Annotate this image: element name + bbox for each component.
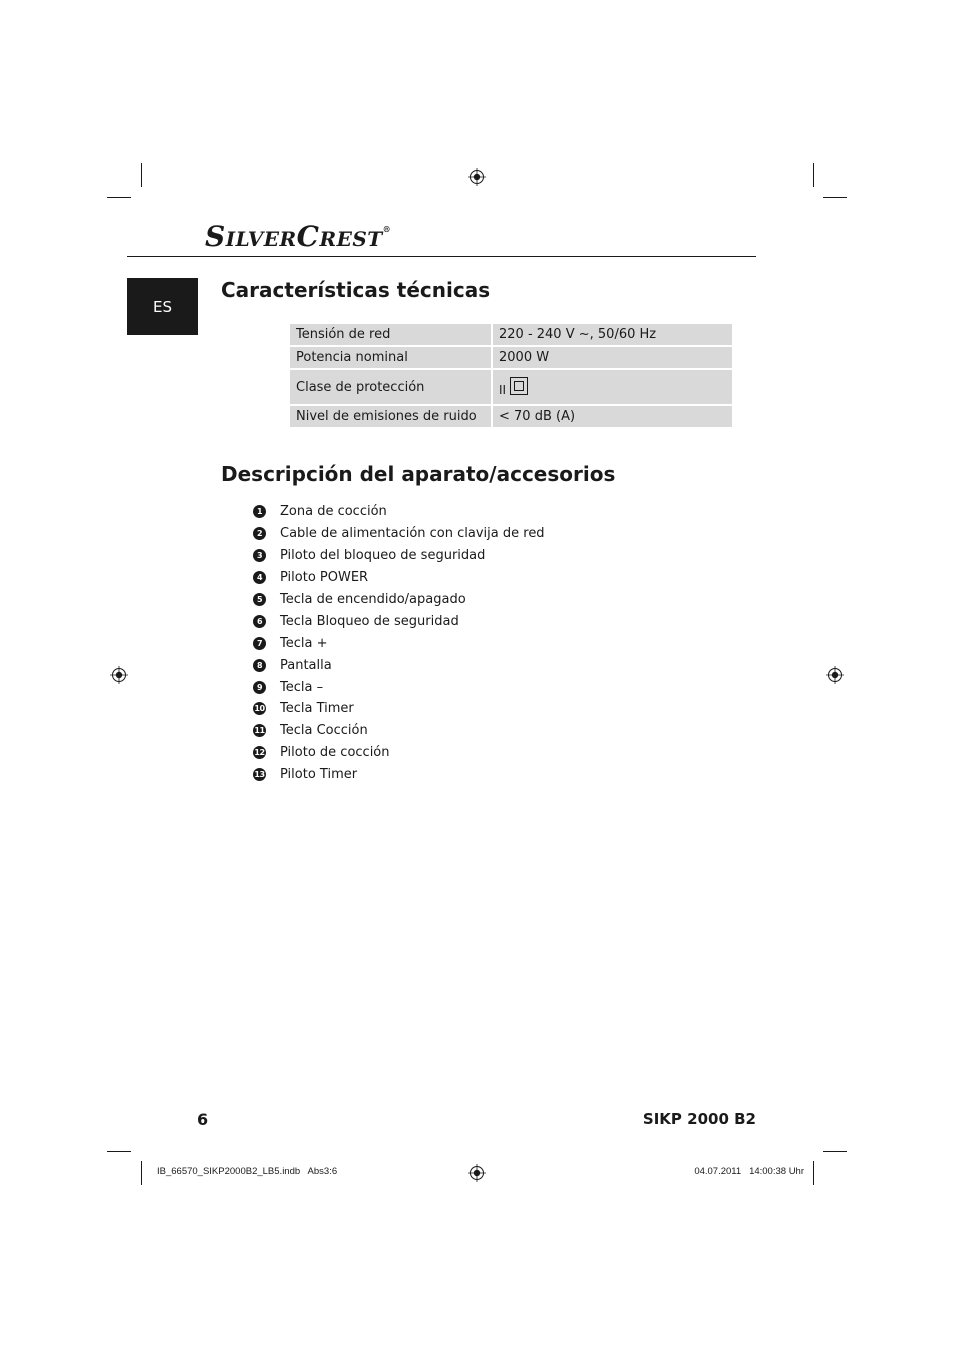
item-number-badge: 9 <box>253 681 266 694</box>
item-number-badge: 10 <box>254 704 265 714</box>
model-number: SIKP 2000 B2 <box>642 1110 756 1128</box>
table-row <box>290 324 732 345</box>
item-label: Tecla + <box>280 635 328 651</box>
crop-mark <box>813 163 814 187</box>
crop-mark <box>141 163 142 187</box>
spec-table <box>290 322 732 429</box>
spec-key: Tensión de red <box>290 324 493 345</box>
crop-mark <box>823 1151 847 1152</box>
registration-mark-icon <box>110 666 128 684</box>
spec-key: Potencia nominal <box>290 347 493 368</box>
item-number-badge: 6 <box>253 615 266 628</box>
table-row <box>290 406 732 427</box>
print-slug-file: IB_66570_SIKP2000B2_LB5.indb Abs3:6 <box>157 1166 338 1177</box>
spec-key: Nivel de emisiones de ruido <box>290 406 493 427</box>
item-label: Zona de cocción <box>280 504 387 520</box>
item-number-badge: 5 <box>253 593 266 606</box>
list-item <box>253 720 545 742</box>
list-item <box>253 589 545 611</box>
page-number: 6 <box>197 1110 209 1129</box>
item-number-badge: 8 <box>253 659 266 672</box>
item-label: Tecla de encendido/apagado <box>280 592 466 607</box>
crop-mark <box>107 197 131 198</box>
crop-mark <box>107 1151 131 1152</box>
item-number-badge: 2 <box>253 527 266 540</box>
list-item <box>253 523 545 545</box>
item-label: Piloto POWER <box>280 570 369 586</box>
spec-value: 220 - 240 V ~, 50/60 Hz <box>493 324 732 345</box>
class-ii-double-square-icon <box>510 377 528 395</box>
table-row <box>290 370 732 404</box>
item-label: Cable de alimentación con clavija de red <box>280 526 545 542</box>
spec-value: < 70 dB (A) <box>493 406 732 427</box>
crop-mark <box>141 1161 142 1185</box>
spec-key: Clase de protección <box>290 370 493 404</box>
crop-mark <box>813 1161 814 1185</box>
item-label: Tecla Cocción <box>280 723 368 739</box>
list-item <box>253 764 545 786</box>
registration-mark-icon <box>826 666 844 684</box>
section-title-description: Descripción del aparato/accesorios <box>221 462 616 486</box>
list-item <box>253 654 545 676</box>
table-row <box>290 347 732 368</box>
item-number-badge: 12 <box>254 748 265 758</box>
header-rule <box>127 256 756 257</box>
parts-list <box>253 501 545 786</box>
item-number-badge: 3 <box>253 549 266 562</box>
spec-value: II <box>499 382 507 397</box>
brand-logo: SILVERCREST® <box>205 220 392 253</box>
item-label: Piloto del bloqueo de seguridad <box>280 548 486 564</box>
item-label: Tecla – <box>280 679 324 695</box>
spec-value-cell <box>493 370 732 404</box>
item-label: Tecla Bloqueo de seguridad <box>280 613 459 629</box>
list-item <box>253 501 545 523</box>
list-item <box>253 698 545 720</box>
list-item <box>253 567 545 589</box>
registration-mark-icon <box>468 168 486 186</box>
item-label: Tecla Timer <box>280 701 354 717</box>
item-label: Pantalla <box>280 657 332 673</box>
print-slug-timestamp: 04.07.2011 14:00:38 Uhr <box>694 1166 804 1177</box>
list-item <box>253 610 545 632</box>
list-item <box>253 676 545 698</box>
list-item <box>253 742 545 764</box>
crop-mark <box>823 197 847 198</box>
section-title-specs: Características técnicas <box>221 278 491 302</box>
item-number-badge: 11 <box>254 726 265 736</box>
list-item <box>253 545 545 567</box>
list-item <box>253 632 545 654</box>
item-label: Piloto Timer <box>280 767 358 783</box>
item-number-badge: 4 <box>253 571 266 584</box>
item-number-badge: 13 <box>254 770 265 780</box>
registration-mark-icon <box>468 1164 486 1182</box>
language-tab: ES <box>127 278 198 335</box>
item-number-badge: 7 <box>253 637 266 650</box>
spec-value: 2000 W <box>493 347 732 368</box>
item-label: Piloto de cocción <box>280 745 390 761</box>
protection-class <box>499 377 528 397</box>
item-number-badge: 1 <box>253 505 266 518</box>
